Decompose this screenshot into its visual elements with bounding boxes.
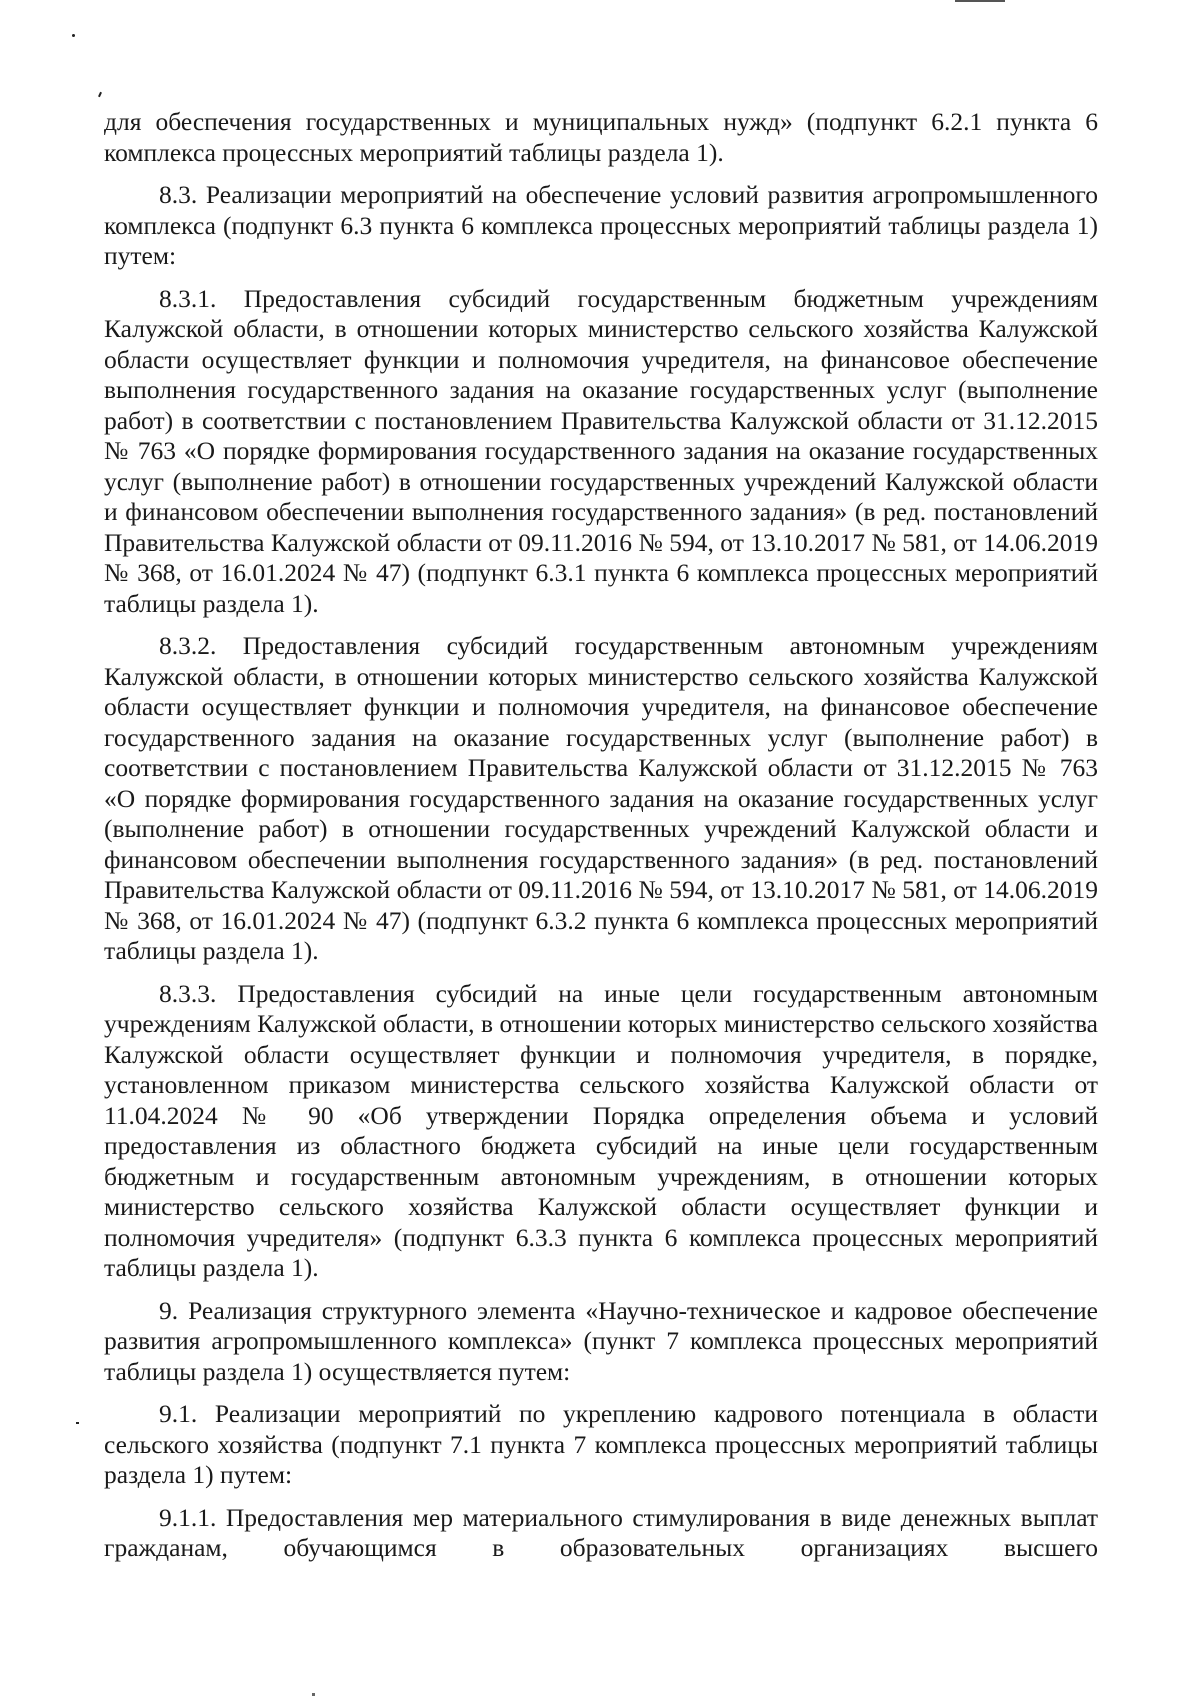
paragraph-9-1: 9.1. Реализации мероприятий по укреплению кадрового потенциала в области сельского хозяйства (подпункт 7.1 пункта 7 комплекса процессных мероприятий таблицы раздела 1) путем: (104, 1399, 1098, 1489)
scan-artifact-dot (72, 34, 75, 37)
document-page (104, 107, 1098, 1576)
paragraph-8-3: 8.3. Реализации мероприятий на обеспечение условий развития агропромышленного комплекса (подпункт 6.3 пункта 6 комплекса процессных мероприятий таблицы раздела 1) путем: (104, 180, 1098, 270)
paragraph-8-3-1: 8.3.1. Предоставления субсидий государственным бюджетным учреждениям Калужской области, в отношении которых министерство сельского хозяйства Калужской области осуществляет функции и полномочия учредителя, на финансовое обеспечение выполнения государственного задания на оказание государственных услуг (выполнение работ) в соответствии с постановлением Правительства Калужской области от 31.12.2015 № 763 «О порядке формирования государственного задания на оказание государственных услуг (выполнение работ) в отношении государственных учреждений Калужской области и финансовом обеспечении выполнения государственного задания» (в ред. постановлений Правительства Калужской области от 09.11.2016 № 594, от 13.10.2017 № 581, от 14.06.2019 № 368, от 16.01.2024 № 47) (подпункт 6.3.1 пункта 6 комплекса процессных мероприятий таблицы раздела 1). (104, 283, 1098, 618)
paragraph-9: 9. Реализация структурного элемента «Научно-техническое и кадровое обеспечение развития агропромышленного комплекса» (пункт 7 комплекса процессных мероприятий таблицы раздела 1) осуществляется путем: (104, 1295, 1098, 1386)
paragraph-9-1-1: 9.1.1. Предоставления мер материального стимулирования в виде денежных выплат гражданам, обучающимся в образовательных организациях высшего (104, 1502, 1098, 1562)
scan-artifact-dot (312, 1693, 315, 1696)
paragraph-continuation: для обеспечения государственных и муниципальных нужд» (подпункт 6.2.1 пункта 6 комплекса процессных мероприятий таблицы раздела 1). (104, 107, 1098, 167)
paragraph-8-3-3: 8.3.3. Предоставления субсидий на иные цели государственным автономным учреждениям Калужской области, в отношении которых министерство сельского хозяйства Калужской области осуществляет функции и полномочия учредителя, в порядке, установленном приказом министерства сельского хозяйства Калужской области от 11.04.2024 № 90 «Об утверждении Порядка определения объема и условий предоставления из областного бюджета субсидий на иные цели государственным бюджетным и государственным автономным учреждениям, в отношении которых министерство сельского хозяйства Калужской области осуществляет функции и полномочия учредителя» (подпункт 6.3.3 пункта 6 комплекса процессных мероприятий таблицы раздела 1). (104, 978, 1098, 1282)
scan-artifact-dot (98, 92, 102, 97)
scan-artifact-line (955, 0, 1005, 2)
scan-artifact-dot (76, 1422, 79, 1424)
paragraph-8-3-2: 8.3.2. Предоставления субсидий государственным автономным учреждениям Калужской области, в отношении которых министерство сельского хозяйства Калужской области осуществляет функции и полномочия учредителя, на финансовое обеспечение государственного задания на оказание государственных услуг (выполнение работ) в соответствии с постановлением Правительства Калужской области от 31.12.2015 № 763 «О порядке формирования государственного задания на оказание государственных услуг (выполнение работ) в отношении государственных учреждений Калужской области и финансовом обеспечении выполнения государственного задания» (в ред. постановлений Правительства Калужской области от 09.11.2016 № 594, от 13.10.2017 № 581, от 14.06.2019 № 368, от 16.01.2024 № 47) (подпункт 6.3.2 пункта 6 комплекса процессных мероприятий таблицы раздела 1). (104, 631, 1098, 965)
